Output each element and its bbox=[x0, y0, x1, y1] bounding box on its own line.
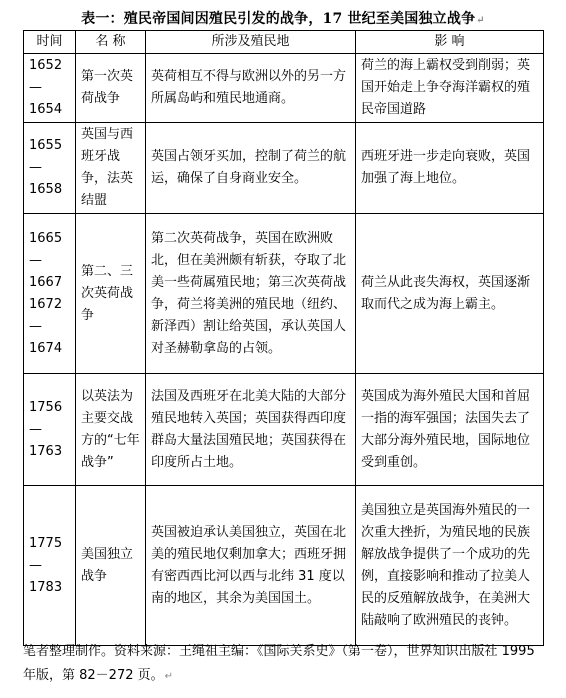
row-name: 英国与西班牙战争，法英结盟 bbox=[76, 123, 146, 214]
row-impact: 西班牙进一步走向衰败，英国加强了海上地位。 bbox=[356, 123, 544, 214]
return-mark-icon: ↵ bbox=[164, 671, 174, 682]
table-row bbox=[24, 374, 544, 486]
row-impact: 荷兰的海上霸权受到削弱；英国开始走上争夺海洋霸权的殖民帝国道路 bbox=[356, 54, 544, 123]
header-time: 时间 bbox=[24, 31, 76, 54]
footnote-text: 笔者整理制作。资料来源：王绳祖主编：《国际关系史》（第一卷），世界知识出版社 1995 年版，第 82－272 页。 bbox=[23, 644, 535, 683]
header-colonies: 所涉及殖民地 bbox=[146, 31, 356, 54]
row-time: 1756 — 1763 bbox=[24, 374, 76, 486]
row-colonies: 法国及西班牙在北美大陆的大部分殖民地转入英国；英国获得西印度群岛大量法国殖民地；英国获得在印度所占土地。 bbox=[146, 374, 356, 486]
return-mark-icon: ↵ bbox=[476, 15, 485, 26]
table-row bbox=[24, 486, 544, 646]
table-header-row bbox=[24, 31, 544, 54]
row-impact: 美国独立是英国海外殖民的一次重大挫折，为殖民地的民族解放战争提供了一个成功的先例，直接影响和推动了拉美人民的反殖解放战争，在美洲大陆敲响了欧洲殖民的丧钟。 bbox=[356, 486, 544, 646]
row-time: 1775 — 1783 bbox=[24, 486, 76, 646]
row-name: 以英法为主要交战方的“七年战争” bbox=[76, 374, 146, 486]
row-impact: 荷兰从此丧失海权，英国逐渐取而代之成为海上霸主。 bbox=[356, 214, 544, 374]
row-colonies: 英荷相互不得与欧洲以外的另一方所属岛屿和殖民地通商。 bbox=[146, 54, 356, 123]
table-row bbox=[24, 54, 544, 123]
row-name: 第二、三次英荷战争 bbox=[76, 214, 146, 374]
row-name: 第一次英荷战争 bbox=[76, 54, 146, 123]
table-row bbox=[24, 214, 544, 374]
row-time: 1665 — 1667 1672 — 1674 bbox=[24, 214, 76, 374]
table-title bbox=[0, 8, 566, 28]
row-colonies: 第二次英荷战争，英国在欧洲败北，但在美洲颇有斩获，夺取了北美一些荷属殖民地；第三次英荷战争，荷兰将美洲的殖民地（纽约、新泽西）割让给英国，承认英国人对圣赫勒拿岛的占领。 bbox=[146, 214, 356, 374]
wars-table bbox=[23, 30, 544, 646]
header-impact: 影 响 bbox=[356, 31, 544, 54]
row-time: 1652 — 1654 bbox=[24, 54, 76, 123]
row-impact: 英国成为海外殖民大国和首屈一指的海军强国；法国失去了大部分海外殖民地，国际地位受到重创。 bbox=[356, 374, 544, 486]
row-time: 1655 — 1658 bbox=[24, 123, 76, 214]
table-row bbox=[24, 123, 544, 214]
table-title-text: 表一：殖民帝国间因殖民引发的战争，17 世纪至美国独立战争 bbox=[81, 11, 476, 27]
row-name: 美国独立战争 bbox=[76, 486, 146, 646]
source-footnote bbox=[23, 640, 547, 689]
row-colonies: 英国占领牙买加，控制了荷兰的航运，确保了自身商业安全。 bbox=[146, 123, 356, 214]
row-colonies: 英国被迫承认美国独立，英国在北美的殖民地仅剩加拿大；西班牙拥有密西西比河以西与北纬 31 度以南的地区，其余为美国国土。 bbox=[146, 486, 356, 646]
header-name: 名 称 bbox=[76, 31, 146, 54]
